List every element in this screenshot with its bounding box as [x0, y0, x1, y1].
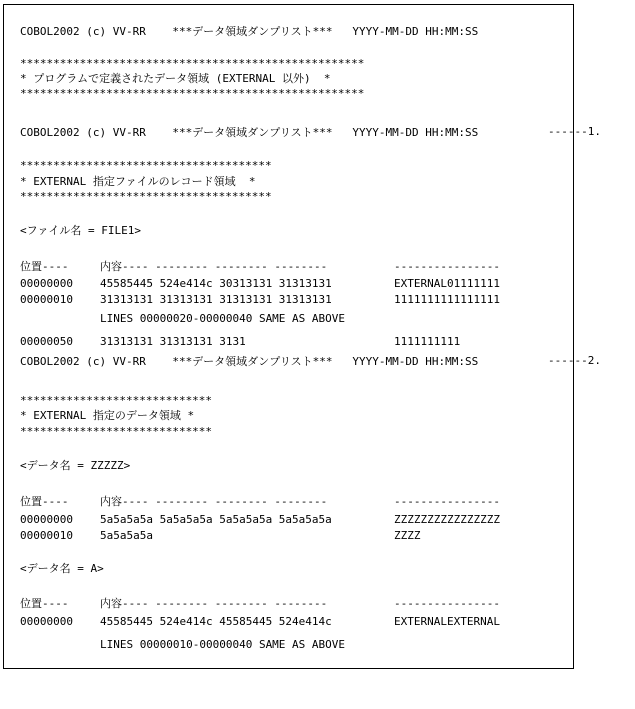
data-name-label: <データ名 = ZZZZZ>	[20, 459, 131, 472]
section-title: * EXTERNAL 指定ファイルのレコード領域 *	[20, 175, 256, 188]
section-border-bottom: ****************************************************	[20, 87, 365, 100]
dump-row-text: EXTERNALEXTERNAL	[394, 615, 500, 628]
report-header-line: COBOL2002 (c) VV-RR ***データ領域ダンプリスト*** YYYY-MM-DD HH:MM:SS	[20, 25, 479, 38]
position-column-header: 位置----	[20, 260, 69, 273]
section-border-top: ****************************************************	[20, 57, 365, 70]
text-column-header: ----------------	[394, 495, 500, 508]
dump-row-text: 1111111111	[394, 335, 461, 348]
dump-row-hex: 45585445 524e414c 45585445 524e414c	[100, 615, 332, 628]
dump-row-hex: 45585445 524e414c 30313131 31313131	[100, 277, 332, 290]
position-column-header: 位置----	[20, 597, 69, 610]
dump-row-hex: 5a5a5a5a	[100, 529, 153, 542]
dump-row-text: EXTERNAL01111111	[394, 277, 500, 290]
section-border-bottom: *****************************	[20, 425, 213, 438]
position-column-header: 位置----	[20, 495, 69, 508]
section-border-top: *****************************	[20, 394, 213, 407]
section-border-top: **************************************	[20, 159, 272, 172]
section-title: * EXTERNAL 指定のデータ領域 *	[20, 409, 195, 422]
report-header-line: COBOL2002 (c) VV-RR ***データ領域ダンプリスト*** YYYY-MM-DD HH:MM:SS	[20, 355, 479, 368]
report-header-line: COBOL2002 (c) VV-RR ***データ領域ダンプリスト*** YYYY-MM-DD HH:MM:SS	[20, 126, 479, 139]
dump-row-position: 00000000	[20, 277, 73, 290]
text-column-header: ----------------	[394, 597, 500, 610]
dump-row-hex: 31313131 31313131 31313131 31313131	[100, 293, 332, 306]
dump-row-same-as-above: LINES 00000010-00000040 SAME AS ABOVE	[100, 638, 346, 651]
dump-row-hex: 5a5a5a5a 5a5a5a5a 5a5a5a5a 5a5a5a5a	[100, 513, 332, 526]
data-name-label: <データ名 = A>	[20, 562, 104, 575]
dump-row-position: 00000010	[20, 529, 73, 542]
section-title: * プログラムで定義されたデータ領域 (EXTERNAL 以外) *	[20, 72, 331, 85]
dump-row-text: 1111111111111111	[394, 293, 500, 306]
dump-row-text: ZZZZZZZZZZZZZZZZ	[394, 513, 500, 526]
callout-marker-2: ------2.	[548, 354, 601, 367]
dump-row-position: 00000050	[20, 335, 73, 348]
dump-row-position: 00000010	[20, 293, 73, 306]
dump-row-position: 00000000	[20, 513, 73, 526]
text-column-header: ----------------	[394, 260, 500, 273]
section-border-bottom: **************************************	[20, 190, 272, 203]
file-name-label: <ファイル名 = FILE1>	[20, 224, 142, 237]
dump-list-frame	[3, 4, 574, 669]
dump-row-text: ZZZZ	[394, 529, 421, 542]
dump-row-hex: 31313131 31313131 3131	[100, 335, 246, 348]
content-column-header: 内容---- -------- -------- --------	[100, 495, 328, 508]
callout-marker-1: ------1.	[548, 125, 601, 138]
content-column-header: 内容---- -------- -------- --------	[100, 597, 328, 610]
dump-row-position: 00000000	[20, 615, 73, 628]
content-column-header: 内容---- -------- -------- --------	[100, 260, 328, 273]
dump-row-same-as-above: LINES 00000020-00000040 SAME AS ABOVE	[100, 312, 346, 325]
